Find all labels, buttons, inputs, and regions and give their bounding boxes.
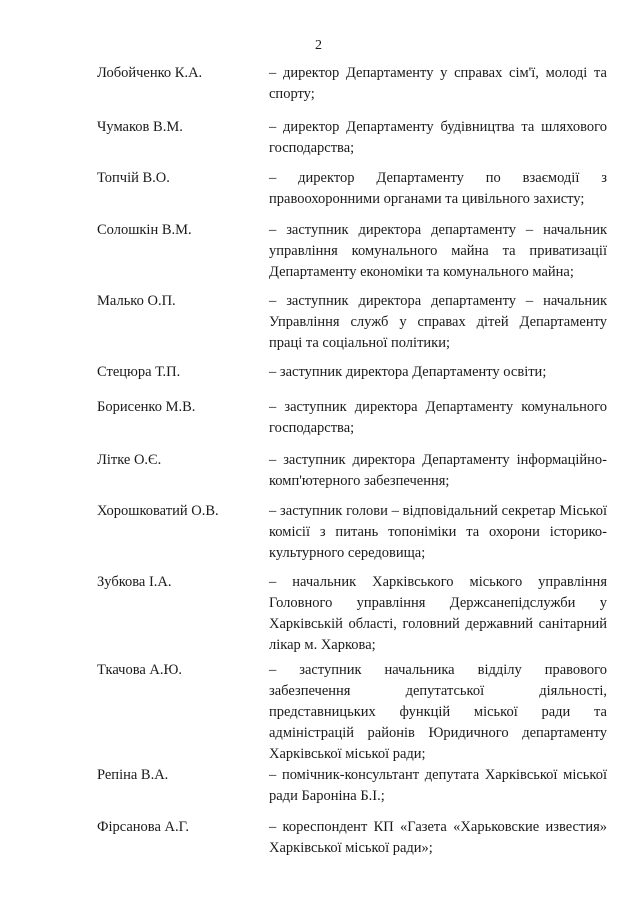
person-role: – заступник директора Департаменту комунального господарства; <box>269 399 607 436</box>
person-name: Малько О.П. <box>97 293 176 309</box>
person-name: Ткачова А.Ю. <box>97 662 183 678</box>
person-name: Топчій В.О. <box>97 170 170 186</box>
person-role: – директор Департаменту у справах сім'ї, молоді та спорту; <box>269 65 607 102</box>
person-name: Лобойченко К.А. <box>97 65 203 81</box>
person-role: – заступник голови – відповідальний секретар Міської комісії з питань топоніміки та охорони історико-культурного середовища; <box>269 503 607 561</box>
person-role: – директор Департаменту будівництва та шляхового господарства; <box>269 119 607 156</box>
person-role: – заступник директора Департаменту інформаційно-комп'ютерного забезпечення; <box>269 452 607 489</box>
person-name: Солошкін В.М. <box>97 222 192 238</box>
person-role: – заступник директора департаменту – начальник Управління служб у справах дітей Департаменту праці та соціальної політики; <box>269 293 607 351</box>
person-role: – начальник Харківського міського управління Головного управління Держсанепідслужби у Харківській області, головний державний санітарний лікар м. Харкова; <box>269 574 607 653</box>
person-name: Літке О.Є. <box>97 452 162 468</box>
person-name: Фірсанова А.Г. <box>97 819 189 835</box>
page-number: 2 <box>315 38 322 53</box>
person-name: Чумаков В.М. <box>97 119 183 135</box>
person-name: Хорошковатий О.В. <box>97 503 219 519</box>
person-role: – кореспондент КП «Газета «Харьковские известия» Харківської міської ради»; <box>269 819 607 856</box>
person-role: – помічник-консультант депутата Харківської міської ради Бароніна Б.І.; <box>269 767 607 804</box>
person-name: Стецюра Т.П. <box>97 364 181 380</box>
person-name: Зубкова І.А. <box>97 574 172 590</box>
person-role: – директор Департаменту по взаємодії з правоохоронними органами та цивільного захисту; <box>269 170 607 207</box>
person-name: Репіна В.А. <box>97 767 169 783</box>
person-name: Борисенко М.В. <box>97 399 196 415</box>
person-role: – заступник директора департаменту – начальник управління комунального майна та приватизації Департаменту економіки та комунального майна; <box>269 222 607 280</box>
person-role: – заступник начальника відділу правового забезпечення депутатської діяльності, представницьких функцій міської ради та адміністрацій районів Юридичного департаменту Харківської міської ради; <box>269 662 607 762</box>
person-role: – заступник директора Департаменту освіти; <box>269 364 547 380</box>
